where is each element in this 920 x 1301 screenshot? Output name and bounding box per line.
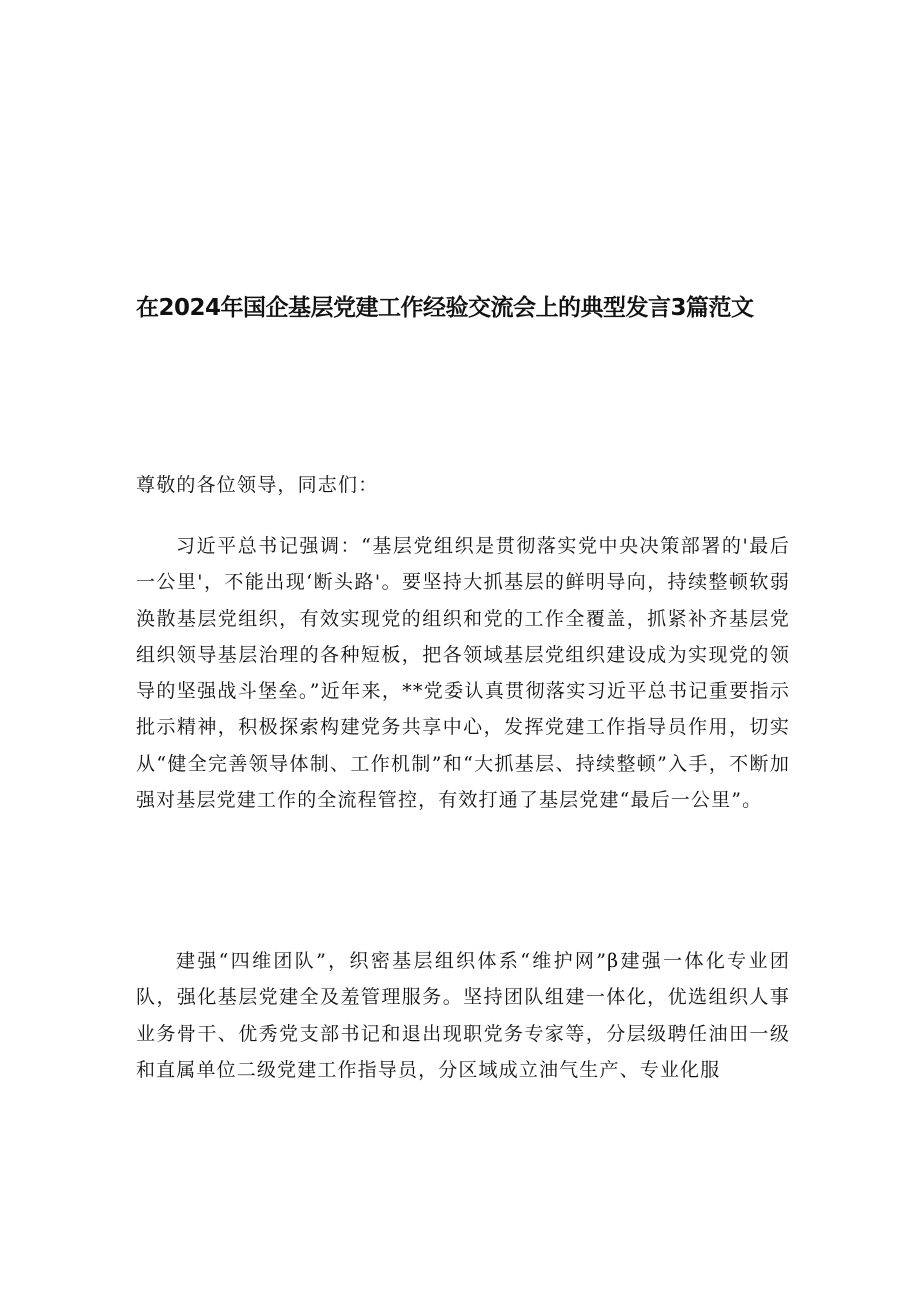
body-paragraph: 习近平总书记强调：“基层党组织是贯彻落实党中央决策部署的'最后一公里'，不能出现‘断头路'。要坚持大抓基层的鲜明导向，持续整顿软弱涣散基层党组织，有效实现党的组织和党的工作全覆盖，抓紧补齐基层党组织领导基层治理的各种短板，把各领域基层党组织建设成为实现党的领导的坚强战斗堡垒。”近年来，**党委认真贯彻落实习近平总书记重要指示批示精神，积极探索构建党务共享中心，发挥党建工作指导员作用，切实从“健全完善领导体制、工作机制”和“大抓基层、持续整顿”入手，不断加强对基层党建工作的全流程管控，有效打通了基层党建“最后一公里”。 — [136, 535, 790, 812]
body-paragraph: 建强“四维团队”，织密基层组织体系“维护网”β建强一体化专业团队，强化基层党建全及羞管理服务。坚持团队组建一体化，优选组织人事业务骨干、优秀党支部书记和退出现职党务专家等，分层级聘任油田一级和直属单位二级党建工作指导员，分区域成立油气生产、专业化服 — [136, 950, 790, 1081]
salutation: 尊敬的各位领导，同志们： — [136, 474, 379, 496]
document-title: 在2024年国企基层党建工作经验交流会上的典型发言3篇范文 — [136, 295, 754, 321]
